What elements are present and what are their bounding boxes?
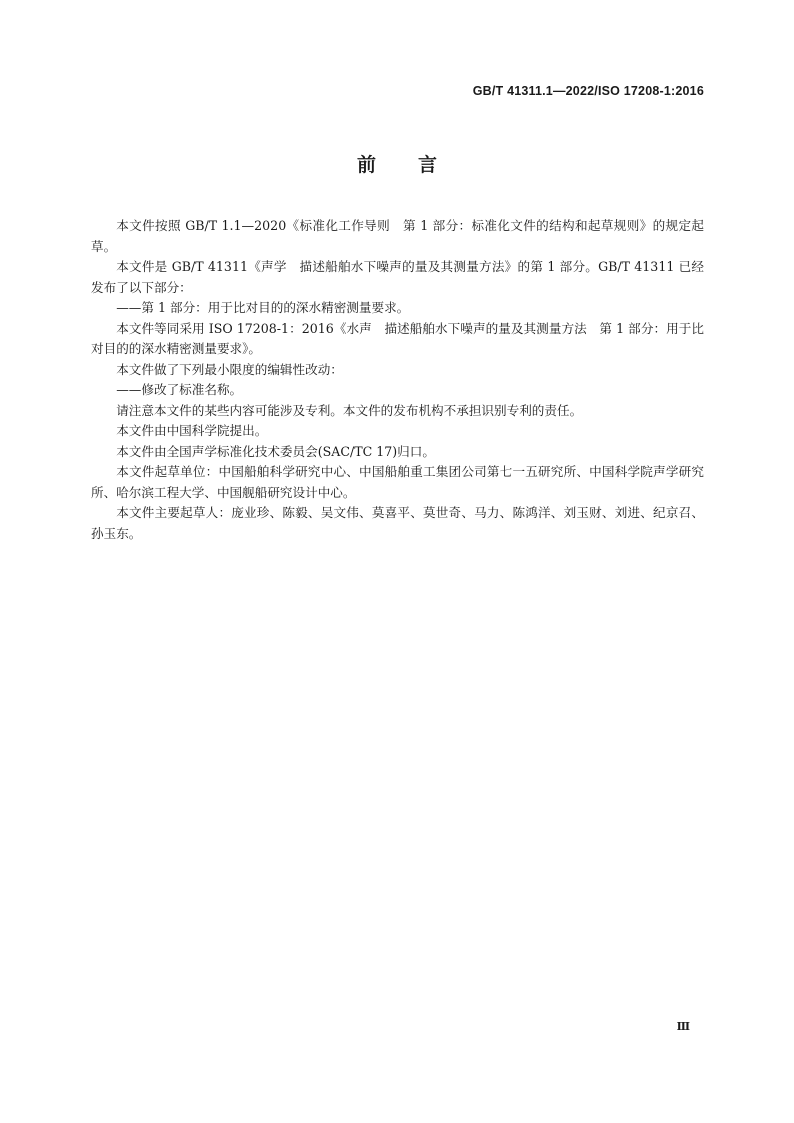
paragraph-proposed-by: 本文件由中国科学院提出。 [116,423,268,438]
list-item-name-change: ——修改了标准名称。 [116,382,243,397]
paragraph-drafters: 本文件主要起草人：庞业珍、陈毅、吴文伟、莫喜平、莫世奇、马力、陈鸿洋、刘玉财、刘进、纪京召、孙玉东。 [91,505,704,541]
paragraph-technical-committee: 本文件由全国声学标准化技术委员会(SAC/TC 17)归口。 [116,443,435,459]
title-char-2: 言 [418,154,438,176]
page-number: Ⅲ [676,1020,690,1033]
paragraph-iso-adoption: 本文件等同采用 ISO 17208-1：2016《水声 描述船舶水下噪声的量及其测量方法 第 1 部分：用于比对目的的深水精密测量要求》。 [91,320,704,356]
paragraph-patent-notice: 请注意本文件的某些内容可能涉及专利。本文件的发布机构不承担识别专利的责任。 [116,402,583,418]
page-title [0,150,794,177]
paragraph-part-of-series: 本文件是 GB/T 41311《声学 描述船舶水下噪声的量及其测量方法》的第 1 部分。GB/T 41311 已经发布了以下部分： [91,259,704,295]
list-item-part-1: ——第 1 部分：用于比对目的的深水精密测量要求。 [116,300,410,315]
foreword-body [91,216,704,544]
paragraph-drafting-units: 本文件起草单位：中国船舶科学研究中心、中国船舶重工集团公司第七一五研究所、中国科学院声学研究所、哈尔滨工程大学、中国舰船研究设计中心。 [91,464,704,500]
paragraph-editorial-changes: 本文件做了下列最小限度的编辑性改动： [116,361,343,377]
paragraph-drafting-rules: 本文件按照 GB/T 1.1—2020《标准化工作导则 第 1 部分：标准化文件的结构和起草规则》的规定起草。 [91,218,704,254]
standard-code-header: GB/T 41311.1—2022/ISO 17208-1:2016 [472,84,704,98]
title-char-1: 前 [356,154,376,176]
